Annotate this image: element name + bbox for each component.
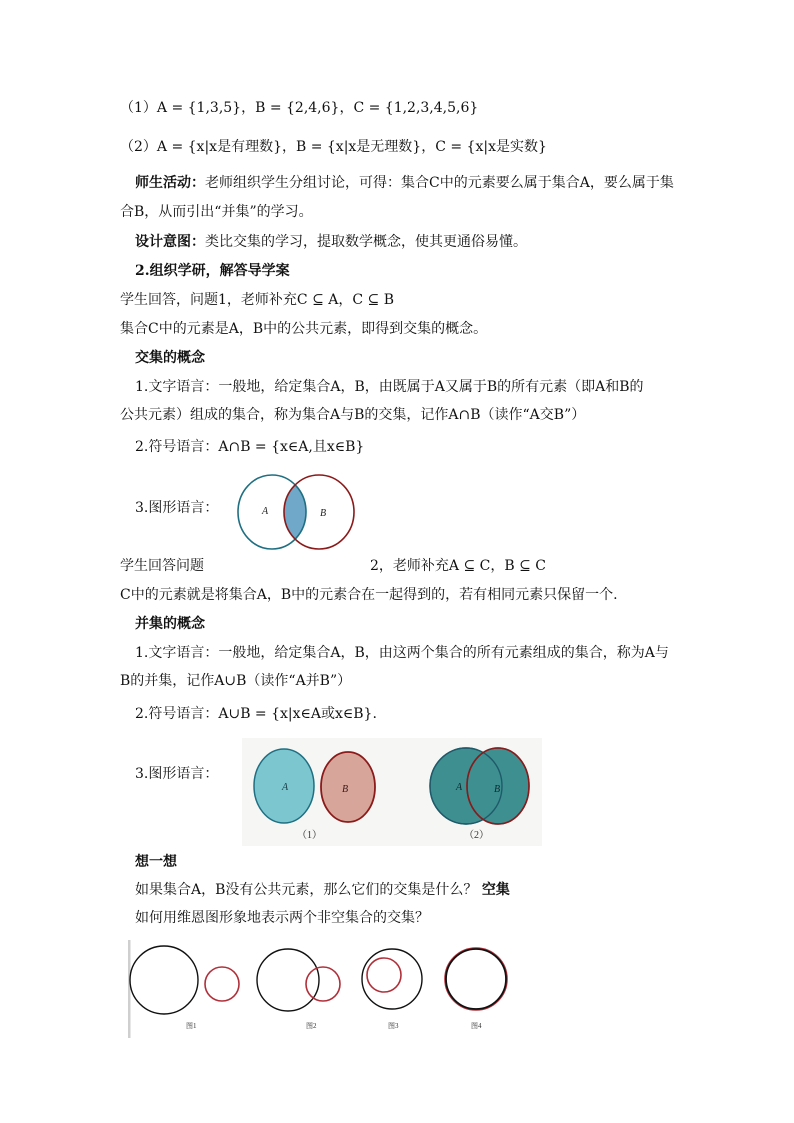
- union-symbolic: 2.符号语言：A∪B = {x|x∈A或x∈B}.: [135, 706, 377, 722]
- fig2-caption: 图2: [306, 1022, 317, 1030]
- teacher-activity-line2: 合B，从而引出“并集”的学习。: [120, 204, 313, 220]
- union-fig1-a-label: A: [282, 782, 289, 793]
- venn-circle-figures: [126, 938, 542, 1040]
- teacher-activity-line1: [135, 173, 674, 193]
- student-answer-problem2-right: 2，老师补充A ⊆ C，B ⊆ C: [370, 558, 546, 574]
- think-heading: 想一想: [135, 854, 177, 870]
- union-verbal-2: B的并集，记作A∪B（读作“A并B”）: [120, 673, 352, 689]
- set-a-label: A: [262, 506, 269, 517]
- intersection-symbolic: 2.符号语言：A∩B = {x∈A,且x∈B}: [135, 439, 365, 455]
- intersection-verbal-1: 1.文字语言：一般地，给定集合A，B，由既属于A又属于B的所有元素（即A和B的: [135, 379, 644, 395]
- intersection-verbal-2: 公共元素）组成的集合，称为集合A与B的交集，记作A∩B（读作“A交B”）: [120, 407, 586, 423]
- union-fig1-b-label: B: [342, 784, 349, 795]
- union-fig2-caption: （2）: [464, 830, 489, 841]
- union-fig2-a-label: A: [456, 782, 463, 793]
- design-intent-label: 设计意图：: [135, 234, 205, 250]
- teacher-activity-label: 师生活动：: [135, 175, 205, 191]
- problem2-explanation: C中的元素就是将集合A，B中的元素合在一起得到的，若有相同元素只保留一个.: [120, 587, 618, 603]
- example-1: （1）A = {1,3,5}，B = {2,4,6}，C = {1,2,3,4,5,6}: [120, 100, 479, 116]
- student-answer-problem2-left: 学生回答问题: [120, 558, 204, 574]
- union-fig1-caption: （1）: [297, 830, 322, 841]
- think-question-2: 如何用维恩图形象地表示两个非空集合的交集？: [135, 910, 429, 926]
- design-intent-text: 类比交集的学习，提取数学概念，使其更通俗易懂。: [205, 234, 527, 250]
- intersection-heading: 交集的概念: [135, 350, 205, 366]
- student-answer-2: 集合C中的元素是A，B中的公共元素，即得到交集的概念。: [120, 321, 488, 337]
- example-2: （2）A = {x|x是有理数}，B = {x|x是无理数}，C = {x|x是实数}: [120, 139, 547, 155]
- union-venn-diagrams: [242, 738, 542, 846]
- union-heading: 并集的概念: [135, 616, 205, 632]
- fig4-caption: 图4: [471, 1022, 482, 1030]
- section-2-heading: 2.组织学研，解答导学案: [135, 263, 290, 279]
- teacher-activity-text1: 老师组织学生分组讨论，可得：集合C中的元素要么属于集合A，要么属于集: [205, 175, 674, 191]
- union-graphic-label: 3.图形语言：: [135, 766, 219, 782]
- think-question-1-answer: 空集: [481, 882, 510, 898]
- think-question-1-text: 如果集合A，B没有公共元素，那么它们的交集是什么？: [135, 882, 478, 898]
- think-question-1: [135, 880, 510, 900]
- set-b-label: B: [320, 508, 327, 519]
- fig3-caption: 图3: [388, 1022, 399, 1030]
- student-answer-1: 学生回答，问题1，老师补充C ⊆ A，C ⊆ B: [120, 292, 394, 308]
- design-intent: [135, 232, 527, 252]
- fig1-caption: 图1: [186, 1022, 197, 1030]
- intersection-graphic-label: 3.图形语言：: [135, 500, 219, 516]
- intersection-venn-diagram: [232, 470, 360, 554]
- union-verbal-1: 1.文字语言：一般地，给定集合A，B，由这两个集合的所有元素组成的集合，称为A与: [135, 645, 669, 661]
- union-fig2-b-label: B: [494, 784, 501, 795]
